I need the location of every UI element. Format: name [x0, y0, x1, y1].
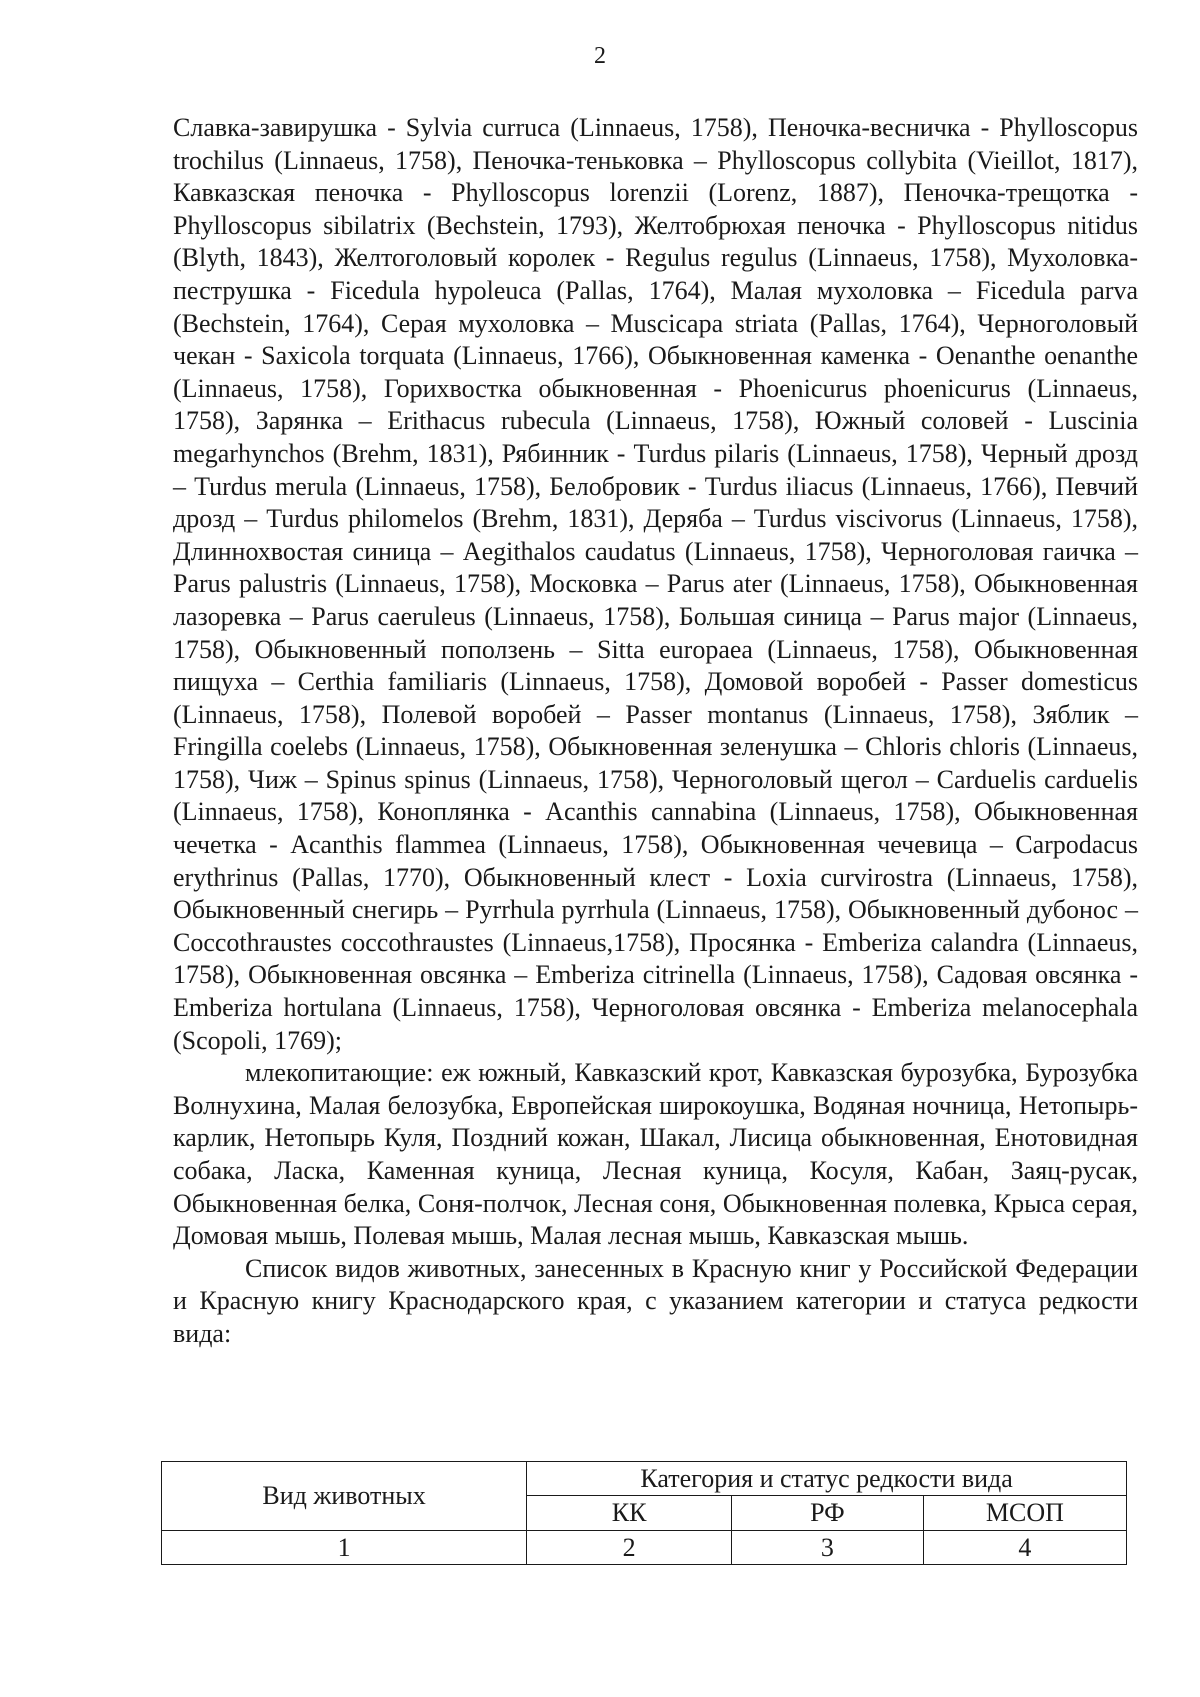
column-header-animal-species: Вид животных [162, 1462, 527, 1531]
document-body [173, 112, 1138, 1351]
column-header-msop: МСОП [923, 1496, 1126, 1531]
red-book-intro-paragraph: Список видов животных, занесенных в Красную книг у Российской Федерации и Красную книгу Краснодарского края, с указанием категории и статуса редкости вида: [173, 1253, 1138, 1348]
table-header-row [162, 1462, 1127, 1496]
column-header-rf: РФ [731, 1496, 923, 1531]
column-group-header-rarity-category: Категория и статус редкости вида [527, 1462, 1127, 1496]
mammals-paragraph: млекопитающие: еж южный, Кавказский крот, Кавказская бурозубка, Бурозубка Волнухина, Малая белозубка, Европейская широкоушка, Водяная ночница, Нетопырь-карлик, Нетопырь Куля, Поздний кожан, Шакал, Лисица обыкновенная, Енотовидная собака, Ласка, Каменная куница, Лесная куница, Косуля, Кабан, Заяц-русак, Обыкновенная белка, Соня-полчок, Лесная соня, Обыкновенная полевка, Крыса серая, Домовая мышь, Полевая мышь, Малая лесная мышь, Кавказская мышь. [173, 1058, 1138, 1251]
table-cell-number: 3 [731, 1531, 923, 1565]
rarity-status-table [161, 1461, 1127, 1565]
table-cell-number: 4 [923, 1531, 1126, 1565]
column-header-kk: КК [527, 1496, 732, 1531]
table-cell-number: 1 [162, 1531, 527, 1565]
birds-species-paragraph: Славка-завирушка - Sylvia curruca (Linnaeus, 1758), Пеночка-весничка - Phylloscopus trochilus (Linnaeus, 1758), Пеночка-теньковка – Phylloscopus collybita (Vieillot, 1817), Кавказская пеночка - Phylloscopus lorenzii (Lorenz, 1887), Пеночка-трещотка - Phylloscopus sibilatrix (Bechstein, 1793), Желтобрюхая пеночка - Phylloscopus nitidus (Blyth, 1843), Желтоголовый королек - Regulus regulus (Linnaeus, 1758), Мухоловка-пеструшка - Ficedula hypoleuca (Pallas, 1764), Малая мухоловка – Ficedula parva (Bechstein, 1764), Серая мухоловка – Muscicapa striata (Pallas, 1764), Черноголовый чекан - Saxicola torquata (Linnaeus, 1766), Обыкновенная каменка - Oenanthe oenanthe (Linnaeus, 1758), Горихвостка обыкновенная - Phoenicurus phoenicurus (Linnaeus, 1758), Зарянка – Erithacus rubecula (Linnaeus, 1758), Южный соловей - Luscinia megarhynchos (Brehm, 1831), Рябинник - Turdus pilaris (Linnaeus, 1758), Черный дрозд – Turdus merula (Linnaeus, 1758), Белобровик - Turdus iliacus (Linnaeus, 1766), Певчий дрозд – Turdus philomelos (Brehm, 1831), Деряба – Turdus viscivorus (Linnaeus, 1758), Длиннохвостая синица – Aegithalos caudatus (Linnaeus, 1758), Черноголовая гаичка – Parus palustris (Linnaeus, 1758), Московка – Parus ater (Linnaeus, 1758), Обыкновенная лазоревка – Parus caeruleus (Linnaeus, 1758), Большая синица – Parus major (Linnaeus, 1758), Обыкновенный поползень – Sitta europaea (Linnaeus, 1758), Обыкновенная пищуха – Certhia familiaris (Linnaeus, 1758), Домовой воробей - Passer domesticus (Linnaeus, 1758), Полевой воробей – Passer montanus (Linnaeus, 1758), Зяблик – Fringilla coelebs (Linnaeus, 1758), Обыкновенная зеленушка – Chloris chloris (Linnaeus, 1758), Чиж – Spinus spinus (Linnaeus, 1758), Черноголовый щегол – Carduelis carduelis (Linnaeus, 1758), Коноплянка - Acanthis cannabina (Linnaeus, 1758), Обыкновенная чечетка - Acanthis flammea (Linnaeus, 1758), Обыкновенная чечевица – Carpodacus erythrinus (Pallas, 1770), Обыкновенный клест - Loxia curvirostra (Linnaeus, 1758), Обыкновенный снегирь – Pyrrhula pyrrhula (Linnaeus, 1758), Обыкновенный дубонос – Coccothraustes coccothraustes (Linnaeus,1758), Просянка - Emberiza calandra (Linnaeus, 1758), Обыкновенная овсянка – Emberiza citrinella (Linnaeus, 1758), Садовая овсянка - Emberiza hortulana (Linnaeus, 1758), Черноголовая овсянка - Emberiza melanocephala (Scopoli, 1769); [173, 113, 1138, 1055]
table-cell-number: 2 [527, 1531, 732, 1565]
table-row [162, 1531, 1127, 1565]
page-number: 2 [594, 43, 606, 69]
